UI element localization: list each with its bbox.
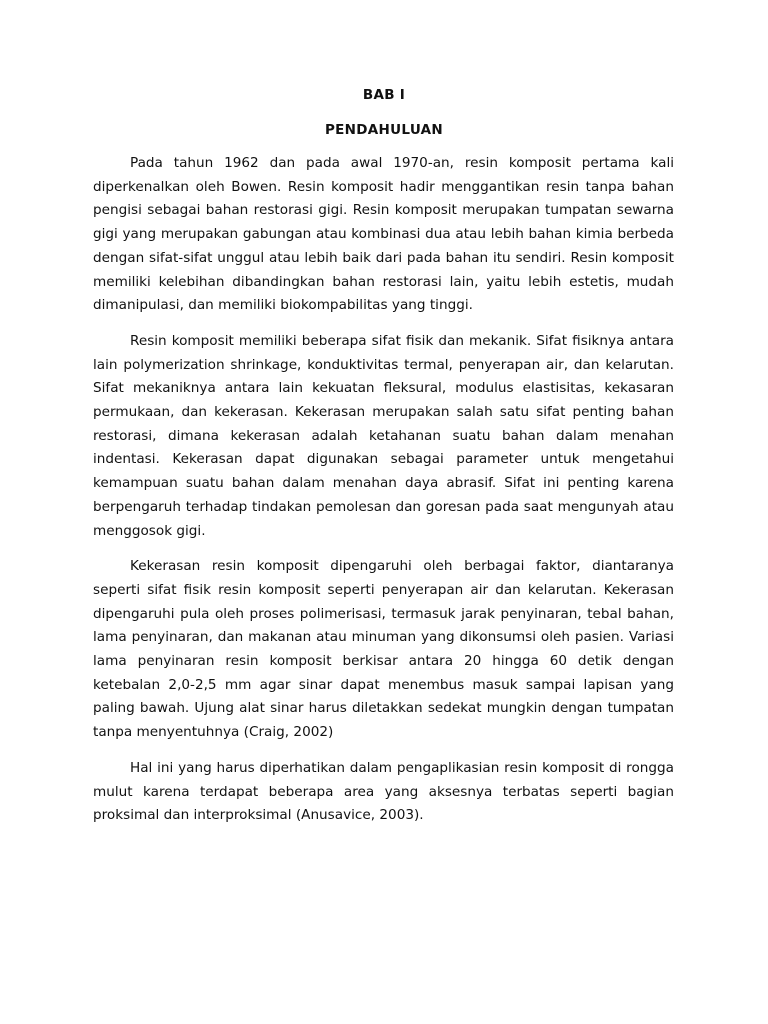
paragraph-4: Hal ini yang harus diperhatikan dalam pengaplikasian resin komposit di rongga mulut karena terdapat beberapa area yang aksesnya terbatas seperti bagian proksimal dan interproksimal (Anusavice, 2003). xyxy=(93,759,674,824)
paragraph-2: Resin komposit memiliki beberapa sifat fisik dan mekanik. Sifat fisiknya antara lain polymerization shrinkage, konduktivitas termal, penyerapan air, dan kelarutan. Sifat mekaniknya antara lain kekuatan fleksural, modulus elastisitas, kekasaran permukaan, dan kekerasan. Kekerasan merupakan salah satu sifat penting bahan restorasi, dimana kekerasan adalah ketahanan suatu bahan dalam menahan indentasi. Kekerasan dapat digunakan sebagai parameter untuk mengetahui kemampuan suatu bahan dalam menahan daya abrasif. Sifat ini penting karena berpengaruh terhadap tindakan pemolesan dan goresan pada saat mengunyah atau menggosok gigi. xyxy=(93,332,674,539)
body-text xyxy=(93,152,674,840)
paragraph-1: Pada tahun 1962 dan pada awal 1970-an, resin komposit pertama kali diperkenalkan oleh Bowen. Resin komposit hadir menggantikan resin tanpa bahan pengisi sebagai bahan restorasi gigi. Resin komposit merupakan tumpatan sewarna gigi yang merupakan gabungan atau kombinasi dua atau lebih bahan kimia berbeda dengan sifat-sifat unggul atau lebih baik dari pada bahan itu sendiri. Resin komposit memiliki kelebihan dibandingkan bahan restorasi lain, yaitu lebih estetis, mudah dimanipulasi, dan memiliki biokompabilitas yang tinggi. xyxy=(93,155,674,314)
paragraph-3: Kekerasan resin komposit dipengaruhi oleh berbagai faktor, diantaranya seperti sifat fisik resin komposit seperti penyerapan air dan kelarutan. Kekerasan dipengaruhi pula oleh proses polimerisasi, termasuk jarak penyinaran, tebal bahan, lama penyinaran, dan makanan atau minuman yang dikonsumsi oleh pasien. Variasi lama penyinaran resin komposit berkisar antara 20 hingga 60 detik dengan ketebalan 2,0-2,5 mm agar sinar dapat menembus masuk sampai lapisan yang paling bawah. Ujung alat sinar harus diletakkan sedekat mungkin dengan tumpatan tanpa menyentuhnya (Craig, 2002) xyxy=(93,558,674,741)
chapter-number: BAB I xyxy=(362,87,406,103)
chapter-title: PENDAHULUAN xyxy=(324,122,444,138)
